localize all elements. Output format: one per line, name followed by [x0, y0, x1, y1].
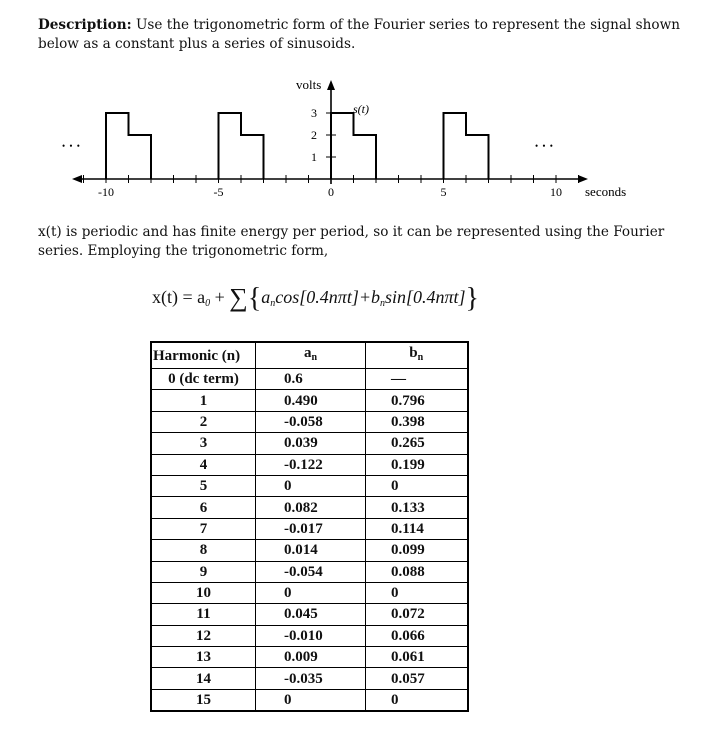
cell-an: -0.054 [256, 561, 366, 582]
cell-bn: 0.066 [366, 625, 468, 646]
cell-an: -0.035 [256, 668, 366, 689]
table-row [151, 582, 468, 603]
x-tick-label: 0 [328, 185, 334, 199]
cell-bn: 0.796 [366, 390, 468, 411]
formula-plus: + [210, 287, 230, 307]
table-row [151, 390, 468, 411]
y-tick-label: 1 [311, 150, 317, 164]
cell-bn: 0 [366, 475, 468, 496]
cell-harmonic: 9 [151, 561, 256, 582]
cell-harmonic: 13 [151, 647, 256, 668]
cell-harmonic: 5 [151, 475, 256, 496]
table-row [151, 497, 468, 518]
signal-pulse [219, 113, 264, 179]
cell-harmonic: 15 [151, 689, 256, 711]
description-label: Description: [38, 17, 132, 33]
cell-an: 0.082 [256, 497, 366, 518]
table-header-row [151, 342, 468, 369]
cell-harmonic: 4 [151, 454, 256, 475]
table-row [151, 625, 468, 646]
header-an [256, 342, 366, 369]
x-tick-label: 10 [550, 185, 562, 199]
formula-sin-term: sin[0.4nπt] [384, 287, 466, 307]
cell-an: 0.014 [256, 540, 366, 561]
cell-an: -0.010 [256, 625, 366, 646]
cell-harmonic: 6 [151, 497, 256, 518]
table-row [151, 433, 468, 454]
cell-bn: 0.057 [366, 668, 468, 689]
cell-harmonic: 11 [151, 604, 256, 625]
header-harmonic: Harmonic (n) [151, 342, 256, 369]
x-axis-right-arrow [578, 175, 588, 183]
signal-pulse [444, 113, 489, 179]
table-row [151, 540, 468, 561]
table-row [151, 647, 468, 668]
description-text: Use the trigonometric form of the Fourier series to represent the signal shown below as a constant plus a series of sinusoids. [38, 17, 680, 52]
y-axis-arrow [327, 80, 335, 90]
y-axis-label: volts [296, 77, 322, 92]
cell-an: -0.122 [256, 454, 366, 475]
cell-an: 0.6 [256, 369, 366, 390]
table-body [151, 369, 468, 712]
cell-harmonic: 8 [151, 540, 256, 561]
cell-harmonic: 10 [151, 582, 256, 603]
explanation-paragraph: x(t) is periodic and has finite energy per period, so it can be represented using the Fourier series. Employing the trigonometric form, [38, 224, 665, 259]
cell-harmonic: 2 [151, 411, 256, 432]
plot-marks [72, 80, 588, 199]
cell-harmonic: 12 [151, 625, 256, 646]
x-tick-label: -5 [213, 185, 224, 199]
formula-lhs: x(t) = a [152, 287, 206, 307]
fourier-formula [152, 283, 479, 319]
table-row [151, 411, 468, 432]
signal-plot [0, 70, 712, 210]
x-axis-left-arrow [72, 175, 82, 183]
formula-open-brace: { [247, 283, 262, 314]
table-row [151, 689, 468, 711]
cell-an: 0 [256, 475, 366, 496]
summation-symbol: ∑ [229, 283, 248, 312]
cell-bn: 0 [366, 582, 468, 603]
formula-a-sub: n [270, 298, 276, 309]
description [38, 16, 688, 54]
signal-pulse [106, 113, 151, 179]
cell-bn: 0.099 [366, 540, 468, 561]
header-bn [366, 342, 468, 369]
cell-an: 0 [256, 689, 366, 711]
table-row [151, 454, 468, 475]
table-row [151, 561, 468, 582]
table-row [151, 668, 468, 689]
cell-bn: 0.199 [366, 454, 468, 475]
signal-label: s(t) [353, 102, 369, 116]
cell-bn: 0.061 [366, 647, 468, 668]
formula-b: b [370, 287, 380, 307]
cell-bn: 0.088 [366, 561, 468, 582]
cell-an: 0.039 [256, 433, 366, 454]
header-a: a [303, 345, 312, 361]
cell-an: -0.058 [256, 411, 366, 432]
y-tick-label: 3 [311, 106, 317, 120]
cell-bn: 0.398 [366, 411, 468, 432]
table-row [151, 518, 468, 539]
cell-an: 0 [256, 582, 366, 603]
cell-bn: 0.133 [366, 497, 468, 518]
cell-bn: — [366, 369, 468, 390]
cell-harmonic: 0 (dc term) [151, 369, 256, 390]
header-a-sub: n [311, 352, 318, 363]
cell-harmonic: 7 [151, 518, 256, 539]
table-row [151, 604, 468, 625]
formula-a0-sub: 0 [205, 298, 211, 309]
cell-harmonic: 1 [151, 390, 256, 411]
header-b-sub: n [417, 352, 424, 363]
signal-pulse [331, 113, 376, 179]
cell-an: -0.017 [256, 518, 366, 539]
ellipsis-right: • • • [535, 141, 554, 151]
x-axis-label: seconds [585, 184, 627, 199]
cell-an: 0.045 [256, 604, 366, 625]
formula-a: a [261, 287, 271, 307]
x-tick-label: -10 [98, 185, 114, 199]
cell-an: 0.490 [256, 390, 366, 411]
cell-an: 0.009 [256, 647, 366, 668]
formula-b-sub: n [379, 298, 385, 309]
ellipsis-left: • • • [62, 141, 81, 151]
formula-cos-term: cos[0.4nπt]+ [275, 287, 371, 307]
cell-bn: 0.114 [366, 518, 468, 539]
cell-bn: 0 [366, 689, 468, 711]
cell-bn: 0.072 [366, 604, 468, 625]
cell-bn: 0.265 [366, 433, 468, 454]
coefficient-table [150, 341, 469, 712]
header-b: b [409, 345, 418, 361]
y-tick-label: 2 [311, 128, 317, 142]
formula-close-brace: } [465, 283, 479, 314]
table-row [151, 475, 468, 496]
table-row [151, 369, 468, 390]
x-tick-label: 5 [440, 185, 447, 199]
cell-harmonic: 14 [151, 668, 256, 689]
cell-harmonic: 3 [151, 433, 256, 454]
